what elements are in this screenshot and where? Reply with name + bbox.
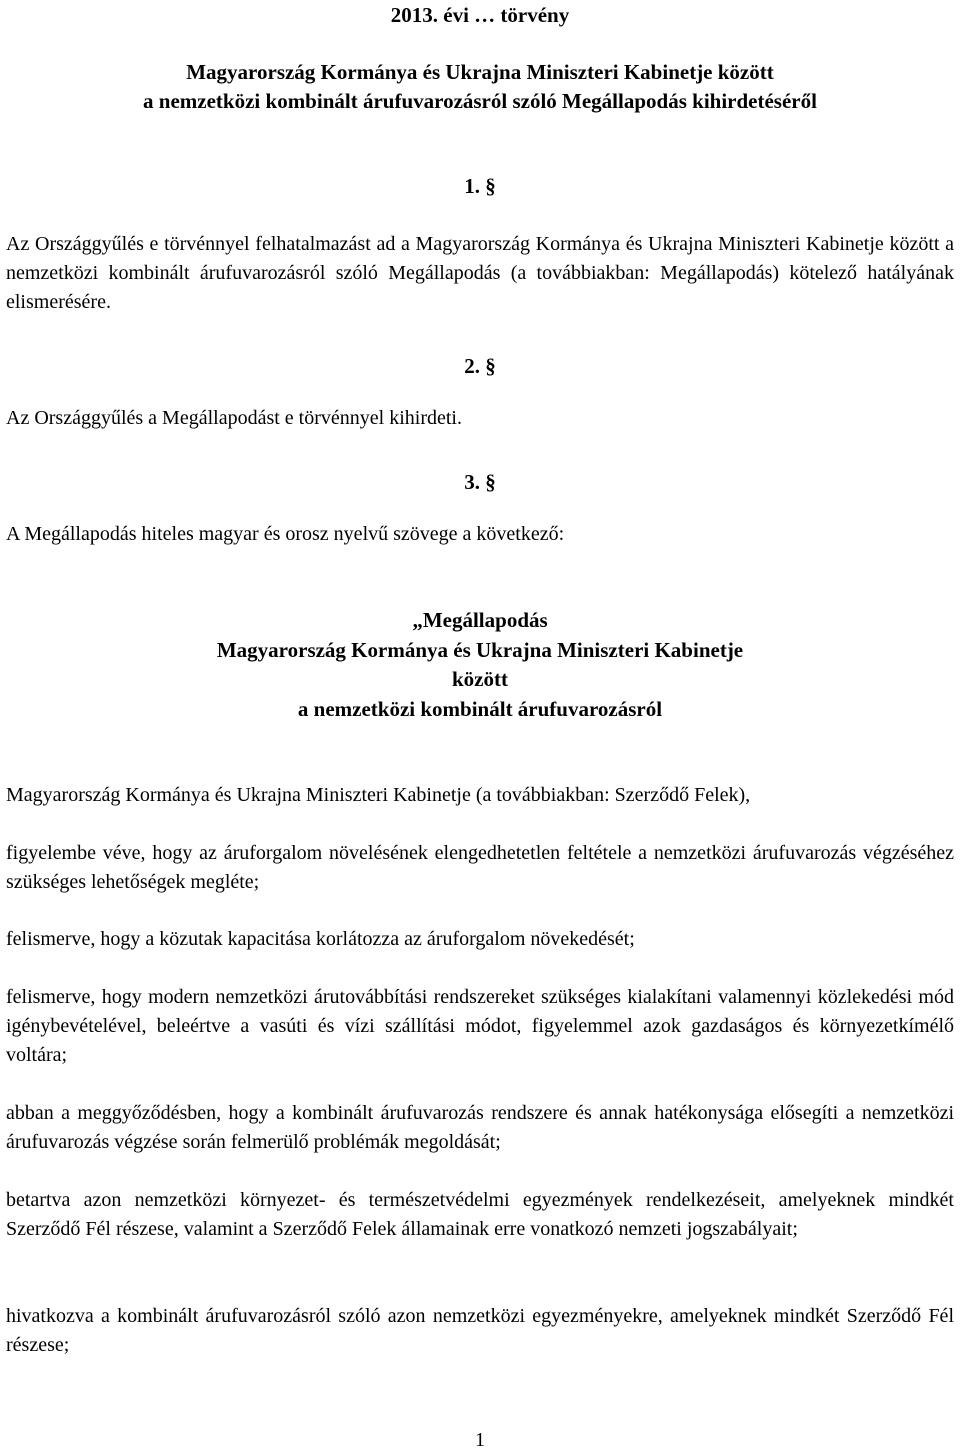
section-3-text: A Megállapodás hiteles magyar és orosz nyelvű szövege a következő: <box>6 523 565 545</box>
law-title: 2013. évi … törvény <box>390 3 570 27</box>
preamble-paragraph-1: Magyarország Kormánya és Ukrajna Miniszteri Kabinetje (a továbbiakban: Szerződő Felek), <box>6 784 751 806</box>
section-2-text: Az Országgyűlés a Megállapodást e törvénnyel kihirdeti. <box>6 407 462 429</box>
document-page <box>6 0 954 1452</box>
treaty-title-line-2: Magyarország Kormánya és Ukrajna Miniszteri Kabinetje <box>216 637 744 662</box>
preamble-paragraph-4: felismerve, hogy modern nemzetközi árutovábbítási rendszereket szükséges kialakítani valamennyi közlekedési mód igénybevételével, beleértve a vasúti és vízi szállítási módot, figyelemmel azok gazdaságos és környezetkímélő voltára; <box>6 986 954 1066</box>
law-subtitle <box>6 58 954 116</box>
treaty-title-line-4: a nemzetközi kombinált árufuvarozásról <box>297 696 663 721</box>
law-subtitle-line-1: Magyarország Kormánya és Ukrajna Miniszteri Kabinetje között <box>186 60 774 84</box>
section-2-number: 2. § <box>464 354 496 378</box>
preamble-paragraph-5: abban a meggyőződésben, hogy a kombinált árufuvarozás rendszere és annak hatékonysága elősegíti a nemzetközi árufuvarozás végzése során felmerülő problémák megoldását; <box>6 1102 954 1153</box>
preamble-paragraph-6: betartva azon nemzetközi környezet- és természetvédelmi egyezmények rendelkezéseit, amelyeknek mindkét Szerződő Fél részese, valamint a Szerződő Felek államainak erre vonatkozó nemzeti jogszabályait; <box>6 1189 954 1240</box>
preamble-paragraph-7: hivatkozva a kombinált árufuvarozásról szóló azon nemzetközi egyezményekre, amelyeknek mindkét Szerződő Fél részese; <box>6 1305 954 1356</box>
treaty-title-line-3: között <box>452 667 508 691</box>
section-1-text: Az Országgyűlés e törvénnyel felhatalmazást ad a Magyarország Kormánya és Ukrajna Miniszteri Kabinetje között a nemzetközi kombinált árufuvarozásról szóló Megállapodás (a továbbiakban: Megállapodás) kötelező hatályának elismerésére. <box>6 233 954 313</box>
preamble-paragraph-3: felismerve, hogy a közutak kapacitása korlátozza az áruforgalom növekedését; <box>6 928 635 950</box>
page-number: 1 <box>475 1429 485 1451</box>
law-subtitle-line-2: a nemzetközi kombinált árufuvarozásról szóló Megállapodás kihirdetéséről <box>143 89 817 113</box>
section-3-number: 3. § <box>464 470 496 494</box>
section-1-number: 1. § <box>464 174 496 198</box>
treaty-title-line-1: „Megállapodás <box>412 608 548 632</box>
preamble-paragraph-2: figyelembe véve, hogy az áruforgalom növelésének elengedhetetlen feltétele a nemzetközi árufuvarozás végzéséhez szükséges lehetőségek megléte; <box>6 842 954 893</box>
treaty-title <box>6 606 954 724</box>
